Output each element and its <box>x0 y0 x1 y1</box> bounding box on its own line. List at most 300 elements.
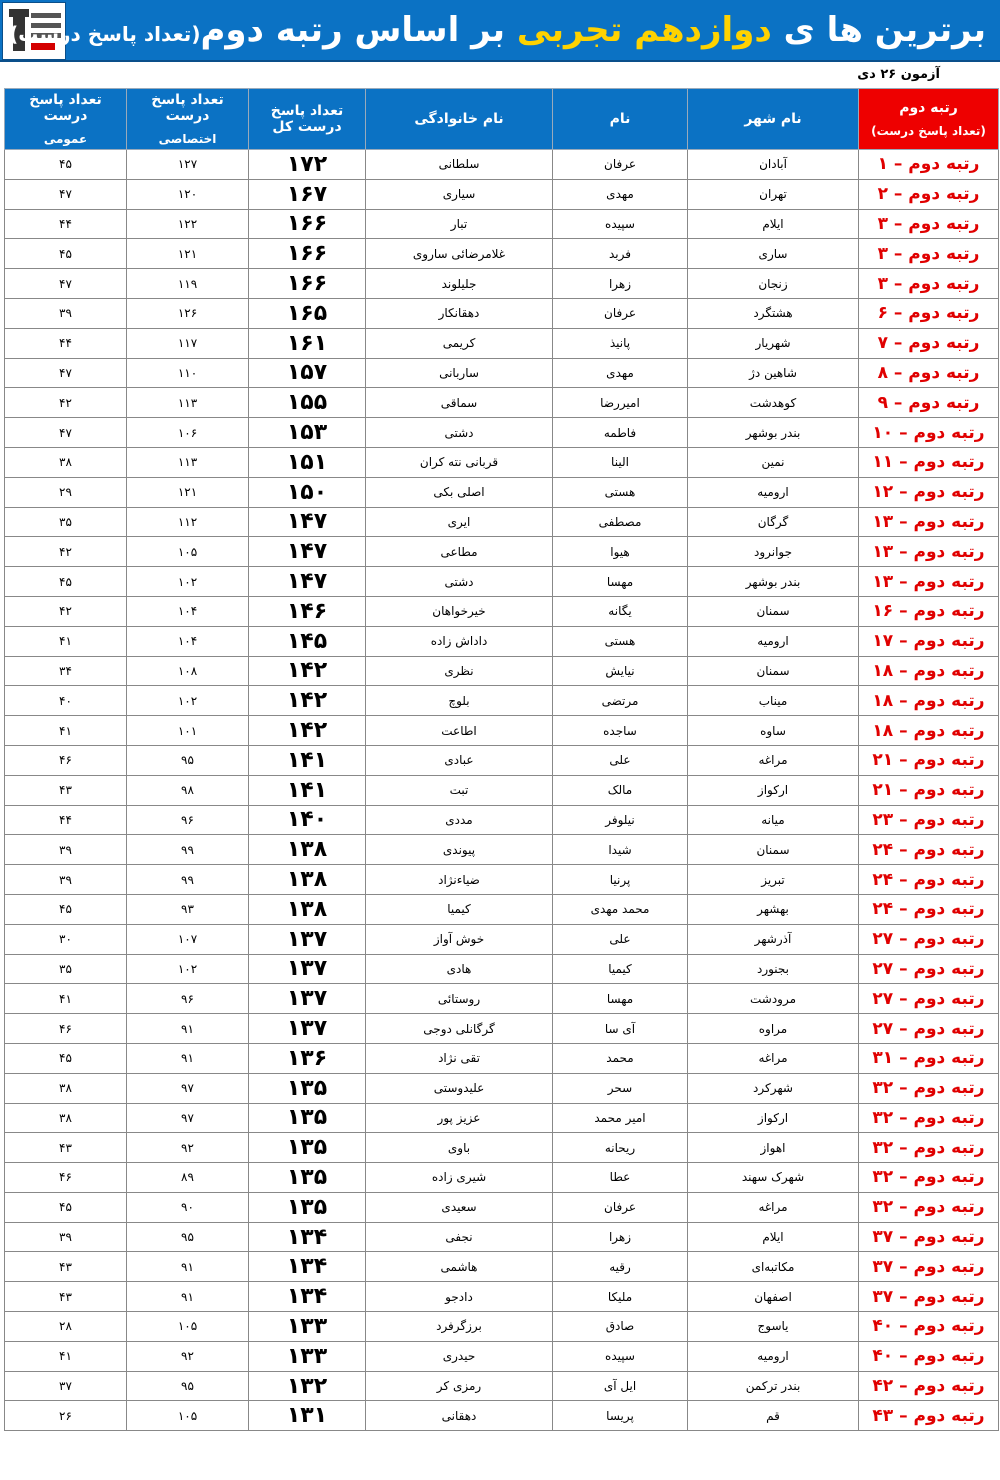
table-row <box>5 1341 999 1371</box>
total-cell: ۱۶۶ <box>249 269 366 299</box>
table-row <box>5 1103 999 1133</box>
rank-cell: رتبه دوم – ۳۲ <box>859 1133 999 1163</box>
family-cell: نظری <box>366 656 553 686</box>
table-row <box>5 1222 999 1252</box>
special-cell: ۹۵ <box>127 1371 249 1401</box>
general-cell: ۴۵ <box>5 894 127 924</box>
special-cell: ۹۲ <box>127 1341 249 1371</box>
rank-cell: رتبه دوم – ۲۱ <box>859 775 999 805</box>
family-cell: خوش آواز <box>366 924 553 954</box>
name-cell: هستی <box>553 626 688 656</box>
special-cell: ۱۱۳ <box>127 447 249 477</box>
table-row <box>5 805 999 835</box>
general-cell: ۴۳ <box>5 1133 127 1163</box>
table-row <box>5 954 999 984</box>
column-header-total: تعداد پاسخ درست کل <box>249 89 366 150</box>
city-cell: ارکواز <box>688 775 859 805</box>
city-cell: بندر بوشهر <box>688 567 859 597</box>
page-title <box>9 6 986 58</box>
general-cell: ۴۳ <box>5 1282 127 1312</box>
name-cell: الینا <box>553 447 688 477</box>
general-cell: ۴۲ <box>5 537 127 567</box>
rank-cell: رتبه دوم – ۱۷ <box>859 626 999 656</box>
title-part2: بر اساس رتبه دوم <box>200 10 506 50</box>
table-row <box>5 447 999 477</box>
city-cell: ایلام <box>688 1222 859 1252</box>
city-cell: جوانرود <box>688 537 859 567</box>
rank-cell: رتبه دوم – ۱۲ <box>859 477 999 507</box>
rank-cell: رتبه دوم – ۲ <box>859 179 999 209</box>
family-cell: تقی نژاد <box>366 1043 553 1073</box>
total-cell: ۱۳۴ <box>249 1282 366 1312</box>
rank-cell: رتبه دوم – ۱۸ <box>859 656 999 686</box>
name-cell: مهدی <box>553 358 688 388</box>
family-cell: عزیز پور <box>366 1103 553 1133</box>
table-row <box>5 567 999 597</box>
table-row <box>5 1371 999 1401</box>
total-cell: ۱۳۱ <box>249 1401 366 1431</box>
rank-cell: رتبه دوم – ۱۳ <box>859 507 999 537</box>
city-cell: مرودشت <box>688 984 859 1014</box>
special-cell: ۱۱۰ <box>127 358 249 388</box>
name-cell: علی <box>553 924 688 954</box>
general-cell: ۴۴ <box>5 328 127 358</box>
special-cell: ۱۰۴ <box>127 626 249 656</box>
general-cell: ۳۸ <box>5 1103 127 1133</box>
city-cell: قم <box>688 1401 859 1431</box>
rank-cell: رتبه دوم – ۲۳ <box>859 805 999 835</box>
rank-cell: رتبه دوم – ۶ <box>859 298 999 328</box>
table-row <box>5 418 999 448</box>
name-cell: آی سا <box>553 1014 688 1044</box>
total-cell: ۱۳۲ <box>249 1371 366 1401</box>
total-cell: ۱۴۷ <box>249 537 366 567</box>
city-cell: بندر ترکمن <box>688 1371 859 1401</box>
column-header-special <box>127 89 249 150</box>
rank-cell: رتبه دوم – ۱ <box>859 150 999 180</box>
family-cell: عبادی <box>366 745 553 775</box>
rank-cell: رتبه دوم – ۳۱ <box>859 1043 999 1073</box>
total-cell: ۱۴۲ <box>249 686 366 716</box>
title-part1: برترین ها ی <box>783 10 986 50</box>
family-cell: نجفی <box>366 1222 553 1252</box>
total-cell: ۱۶۷ <box>249 179 366 209</box>
special-cell: ۹۹ <box>127 835 249 865</box>
special-cell: ۱۰۵ <box>127 1401 249 1431</box>
total-cell: ۱۳۵ <box>249 1073 366 1103</box>
city-cell: آذرشهر <box>688 924 859 954</box>
family-cell: باوی <box>366 1133 553 1163</box>
rank-cell: رتبه دوم – ۲۷ <box>859 1014 999 1044</box>
name-cell: علی <box>553 745 688 775</box>
rank-cell: رتبه دوم – ۴۰ <box>859 1341 999 1371</box>
family-cell: سلطانی <box>366 150 553 180</box>
general-cell: ۴۵ <box>5 1192 127 1222</box>
family-cell: پیوندی <box>366 835 553 865</box>
rank-cell: رتبه دوم – ۲۱ <box>859 745 999 775</box>
table-row <box>5 984 999 1014</box>
general-cell: ۴۱ <box>5 716 127 746</box>
family-cell: تبت <box>366 775 553 805</box>
table-row <box>5 1252 999 1282</box>
special-cell: ۹۵ <box>127 1222 249 1252</box>
special-cell: ۹۲ <box>127 1133 249 1163</box>
family-cell: سیاری <box>366 179 553 209</box>
name-cell: هستی <box>553 477 688 507</box>
total-cell: ۱۴۲ <box>249 716 366 746</box>
family-cell: برزگرفرد <box>366 1312 553 1342</box>
rank-cell: رتبه دوم – ۱۶ <box>859 596 999 626</box>
ranking-table <box>4 88 999 1431</box>
rank-cell: رتبه دوم – ۲۴ <box>859 865 999 895</box>
column-header-name: نام <box>553 89 688 150</box>
general-cell: ۴۲ <box>5 596 127 626</box>
total-cell: ۱۴۲ <box>249 656 366 686</box>
rank-cell: رتبه دوم – ۴۳ <box>859 1401 999 1431</box>
total-cell: ۱۳۴ <box>249 1222 366 1252</box>
city-cell: ارومیه <box>688 1341 859 1371</box>
rank-cell: رتبه دوم – ۳ <box>859 209 999 239</box>
name-cell: سپیده <box>553 209 688 239</box>
name-cell: پریسا <box>553 1401 688 1431</box>
name-cell: مرتضی <box>553 686 688 716</box>
city-cell: آبادان <box>688 150 859 180</box>
family-cell: گرگانلی دوجی <box>366 1014 553 1044</box>
special-cell: ۱۱۲ <box>127 507 249 537</box>
total-cell: ۱۴۶ <box>249 596 366 626</box>
name-cell: نیلوفر <box>553 805 688 835</box>
city-cell: شهرکرد <box>688 1073 859 1103</box>
name-cell: امیررضا <box>553 388 688 418</box>
general-cell: ۲۹ <box>5 477 127 507</box>
rank-header-sub: (تعداد پاسخ درست) <box>871 124 986 138</box>
special-cell: ۱۱۳ <box>127 388 249 418</box>
special-cell: ۹۱ <box>127 1252 249 1282</box>
special-cell: ۱۰۷ <box>127 924 249 954</box>
total-cell: ۱۶۵ <box>249 298 366 328</box>
table-row <box>5 1401 999 1431</box>
total-cell: ۱۳۸ <box>249 894 366 924</box>
total-cell: ۱۳۵ <box>249 1163 366 1193</box>
total-cell: ۱۴۰ <box>249 805 366 835</box>
table-row <box>5 1043 999 1073</box>
general-cell: ۴۱ <box>5 984 127 1014</box>
table-row <box>5 656 999 686</box>
table-row <box>5 150 999 180</box>
total-cell: ۱۶۶ <box>249 239 366 269</box>
name-cell: ملیکا <box>553 1282 688 1312</box>
table-row <box>5 388 999 418</box>
rank-cell: رتبه دوم – ۸ <box>859 358 999 388</box>
table-row <box>5 775 999 805</box>
rank-cell: رتبه دوم – ۲۷ <box>859 924 999 954</box>
special-cell: ۱۲۷ <box>127 150 249 180</box>
rank-cell: رتبه دوم – ۳۲ <box>859 1103 999 1133</box>
rank-cell: رتبه دوم – ۳۲ <box>859 1073 999 1103</box>
name-cell: سحر <box>553 1073 688 1103</box>
special-cell: ۱۰۸ <box>127 656 249 686</box>
city-cell: مراوه <box>688 1014 859 1044</box>
general-cell: ۴۳ <box>5 775 127 805</box>
total-cell: ۱۳۴ <box>249 1252 366 1282</box>
city-cell: شاهین دژ <box>688 358 859 388</box>
family-cell: ایری <box>366 507 553 537</box>
rank-cell: رتبه دوم – ۱۸ <box>859 686 999 716</box>
rank-cell: رتبه دوم – ۲۴ <box>859 835 999 865</box>
name-cell: مالک <box>553 775 688 805</box>
family-cell: مطاعی <box>366 537 553 567</box>
name-cell: عرفان <box>553 1192 688 1222</box>
special-cell: ۱۰۱ <box>127 716 249 746</box>
general-cell: ۴۶ <box>5 745 127 775</box>
rank-cell: رتبه دوم – ۲۴ <box>859 894 999 924</box>
rank-cell: رتبه دوم – ۱۸ <box>859 716 999 746</box>
city-cell: تبریز <box>688 865 859 895</box>
family-cell: کیمیا <box>366 894 553 924</box>
general-cell: ۴۵ <box>5 567 127 597</box>
name-cell: هیوا <box>553 537 688 567</box>
table-row <box>5 209 999 239</box>
rank-cell: رتبه دوم – ۲۷ <box>859 954 999 984</box>
family-cell: هاشمی <box>366 1252 553 1282</box>
family-cell: علیدوستی <box>366 1073 553 1103</box>
title-subtitle: (تعداد پاسخ درست) <box>9 22 201 46</box>
special-cell: ۱۰۴ <box>127 596 249 626</box>
table-row <box>5 328 999 358</box>
name-cell: محمد <box>553 1043 688 1073</box>
general-header-line1: تعداد پاسخ درست <box>29 92 102 124</box>
family-cell: دهقانکار <box>366 298 553 328</box>
family-cell: هادی <box>366 954 553 984</box>
name-cell: سپیده <box>553 1341 688 1371</box>
general-cell: ۳۸ <box>5 447 127 477</box>
city-cell: ارکواز <box>688 1103 859 1133</box>
total-cell: ۱۳۳ <box>249 1312 366 1342</box>
city-cell: مراغه <box>688 745 859 775</box>
table-row <box>5 686 999 716</box>
name-cell: رقیه <box>553 1252 688 1282</box>
special-cell: ۱۰۲ <box>127 954 249 984</box>
city-cell: شهرک سهند <box>688 1163 859 1193</box>
table-row <box>5 298 999 328</box>
general-cell: ۴۷ <box>5 358 127 388</box>
special-cell: ۱۲۲ <box>127 209 249 239</box>
table-row <box>5 924 999 954</box>
table-row <box>5 537 999 567</box>
city-cell: بهشهر <box>688 894 859 924</box>
table-row <box>5 716 999 746</box>
general-cell: ۳۰ <box>5 924 127 954</box>
name-cell: زهرا <box>553 269 688 299</box>
family-cell: ضیاءنژاد <box>366 865 553 895</box>
city-cell: بجنورد <box>688 954 859 984</box>
special-cell: ۱۱۷ <box>127 328 249 358</box>
city-cell: زنجان <box>688 269 859 299</box>
general-cell: ۳۵ <box>5 954 127 984</box>
name-cell: ریحانه <box>553 1133 688 1163</box>
family-cell: غلامرضائی ساروی <box>366 239 553 269</box>
total-cell: ۱۵۰ <box>249 477 366 507</box>
name-cell: عطا <box>553 1163 688 1193</box>
general-cell: ۲۸ <box>5 1312 127 1342</box>
rank-cell: رتبه دوم – ۳ <box>859 269 999 299</box>
table-row <box>5 1192 999 1222</box>
name-cell: نیایش <box>553 656 688 686</box>
name-cell: فاطمه <box>553 418 688 448</box>
total-cell: ۱۵۱ <box>249 447 366 477</box>
table-row <box>5 507 999 537</box>
city-cell: مراغه <box>688 1043 859 1073</box>
rank-cell: رتبه دوم – ۳۲ <box>859 1163 999 1193</box>
general-cell: ۴۳ <box>5 1252 127 1282</box>
family-cell: قربانی نته کران <box>366 447 553 477</box>
table-header-row <box>5 89 999 150</box>
table-row <box>5 745 999 775</box>
table-row <box>5 477 999 507</box>
general-cell: ۴۲ <box>5 388 127 418</box>
name-cell: شیدا <box>553 835 688 865</box>
special-cell: ۹۶ <box>127 805 249 835</box>
total-cell: ۱۶۶ <box>249 209 366 239</box>
general-cell: ۴۱ <box>5 1341 127 1371</box>
rank-cell: رتبه دوم – ۴۲ <box>859 1371 999 1401</box>
city-cell: سمنان <box>688 596 859 626</box>
name-cell: یگانه <box>553 596 688 626</box>
total-cell: ۱۳۷ <box>249 1014 366 1044</box>
family-cell: کریمی <box>366 328 553 358</box>
general-cell: ۳۹ <box>5 298 127 328</box>
special-cell: ۹۳ <box>127 894 249 924</box>
table-row <box>5 358 999 388</box>
special-cell: ۱۰۲ <box>127 567 249 597</box>
general-cell: ۴۰ <box>5 686 127 716</box>
table-body <box>5 150 999 1431</box>
family-cell: سعیدی <box>366 1192 553 1222</box>
city-cell: مراغه <box>688 1192 859 1222</box>
name-cell: پرنیا <box>553 865 688 895</box>
name-cell: عرفان <box>553 298 688 328</box>
table-row <box>5 1163 999 1193</box>
total-cell: ۱۴۷ <box>249 507 366 537</box>
city-cell: ساری <box>688 239 859 269</box>
rank-cell: رتبه دوم – ۷ <box>859 328 999 358</box>
general-cell: ۴۷ <box>5 179 127 209</box>
special-cell: ۱۰۵ <box>127 537 249 567</box>
special-cell: ۹۵ <box>127 745 249 775</box>
total-cell: ۱۳۸ <box>249 865 366 895</box>
total-cell: ۱۴۱ <box>249 745 366 775</box>
city-cell: اهواز <box>688 1133 859 1163</box>
special-cell: ۱۰۶ <box>127 418 249 448</box>
total-cell: ۱۵۷ <box>249 358 366 388</box>
special-cell: ۱۰۵ <box>127 1312 249 1342</box>
general-cell: ۴۶ <box>5 1163 127 1193</box>
rank-cell: رتبه دوم – ۳۷ <box>859 1282 999 1312</box>
special-cell: ۹۱ <box>127 1014 249 1044</box>
special-cell: ۹۸ <box>127 775 249 805</box>
family-cell: رمزی کر <box>366 1371 553 1401</box>
table-row <box>5 1014 999 1044</box>
family-cell: اصلی بکی <box>366 477 553 507</box>
total-cell: ۱۳۷ <box>249 954 366 984</box>
total-cell: ۱۴۱ <box>249 775 366 805</box>
special-cell: ۹۷ <box>127 1073 249 1103</box>
table-row <box>5 1312 999 1342</box>
family-cell: جلیلوند <box>366 269 553 299</box>
general-cell: ۳۹ <box>5 1222 127 1252</box>
table-row <box>5 865 999 895</box>
table-row <box>5 626 999 656</box>
special-cell: ۹۰ <box>127 1192 249 1222</box>
column-header-general <box>5 89 127 150</box>
special-cell: ۹۱ <box>127 1043 249 1073</box>
table-row <box>5 894 999 924</box>
total-cell: ۱۳۸ <box>249 835 366 865</box>
family-cell: داداش زاده <box>366 626 553 656</box>
column-header-family: نام خانوادگی <box>366 89 553 150</box>
family-cell: دشتی <box>366 418 553 448</box>
special-header-line2: اختصاصی <box>158 132 217 146</box>
name-cell: پانیذ <box>553 328 688 358</box>
city-cell: ایلام <box>688 209 859 239</box>
city-cell: مکاتبه‌ای <box>688 1252 859 1282</box>
rank-cell: رتبه دوم – ۱۰ <box>859 418 999 448</box>
family-cell: حیدری <box>366 1341 553 1371</box>
special-cell: ۱۰۲ <box>127 686 249 716</box>
total-cell: ۱۳۵ <box>249 1133 366 1163</box>
family-cell: تبار <box>366 209 553 239</box>
total-cell: ۱۴۷ <box>249 567 366 597</box>
table-row <box>5 239 999 269</box>
name-cell: مهدی <box>553 179 688 209</box>
city-cell: اصفهان <box>688 1282 859 1312</box>
general-cell: ۳۷ <box>5 1371 127 1401</box>
total-cell: ۱۴۵ <box>249 626 366 656</box>
city-cell: کوهدشت <box>688 388 859 418</box>
city-cell: ارومیه <box>688 626 859 656</box>
name-cell: مصطفی <box>553 507 688 537</box>
table-row <box>5 179 999 209</box>
name-cell: کیمیا <box>553 954 688 984</box>
exam-label: آزمون ۲۶ دی <box>857 67 940 82</box>
rank-cell: رتبه دوم – ۳ <box>859 239 999 269</box>
general-cell: ۳۹ <box>5 835 127 865</box>
special-cell: ۱۲۱ <box>127 239 249 269</box>
total-cell: ۱۳۷ <box>249 924 366 954</box>
special-header-line1: تعداد پاسخ درست <box>151 92 224 124</box>
name-cell: مهسا <box>553 984 688 1014</box>
general-cell: ۳۴ <box>5 656 127 686</box>
city-cell: تهران <box>688 179 859 209</box>
special-cell: ۹۶ <box>127 984 249 1014</box>
name-cell: ساجده <box>553 716 688 746</box>
table-row <box>5 835 999 865</box>
city-cell: میانه <box>688 805 859 835</box>
name-cell: محمد مهدی <box>553 894 688 924</box>
rank-cell: رتبه دوم – ۱۱ <box>859 447 999 477</box>
family-cell: مددی <box>366 805 553 835</box>
rank-cell: رتبه دوم – ۱۳ <box>859 537 999 567</box>
name-cell: عرفان <box>553 150 688 180</box>
family-cell: بلوچ <box>366 686 553 716</box>
table-row <box>5 269 999 299</box>
special-cell: ۹۱ <box>127 1282 249 1312</box>
general-header-line2: عمومی <box>43 132 88 146</box>
family-cell: دهقانی <box>366 1401 553 1431</box>
total-cell: ۱۳۵ <box>249 1103 366 1133</box>
city-cell: سمنان <box>688 656 859 686</box>
total-cell: ۱۶۱ <box>249 328 366 358</box>
